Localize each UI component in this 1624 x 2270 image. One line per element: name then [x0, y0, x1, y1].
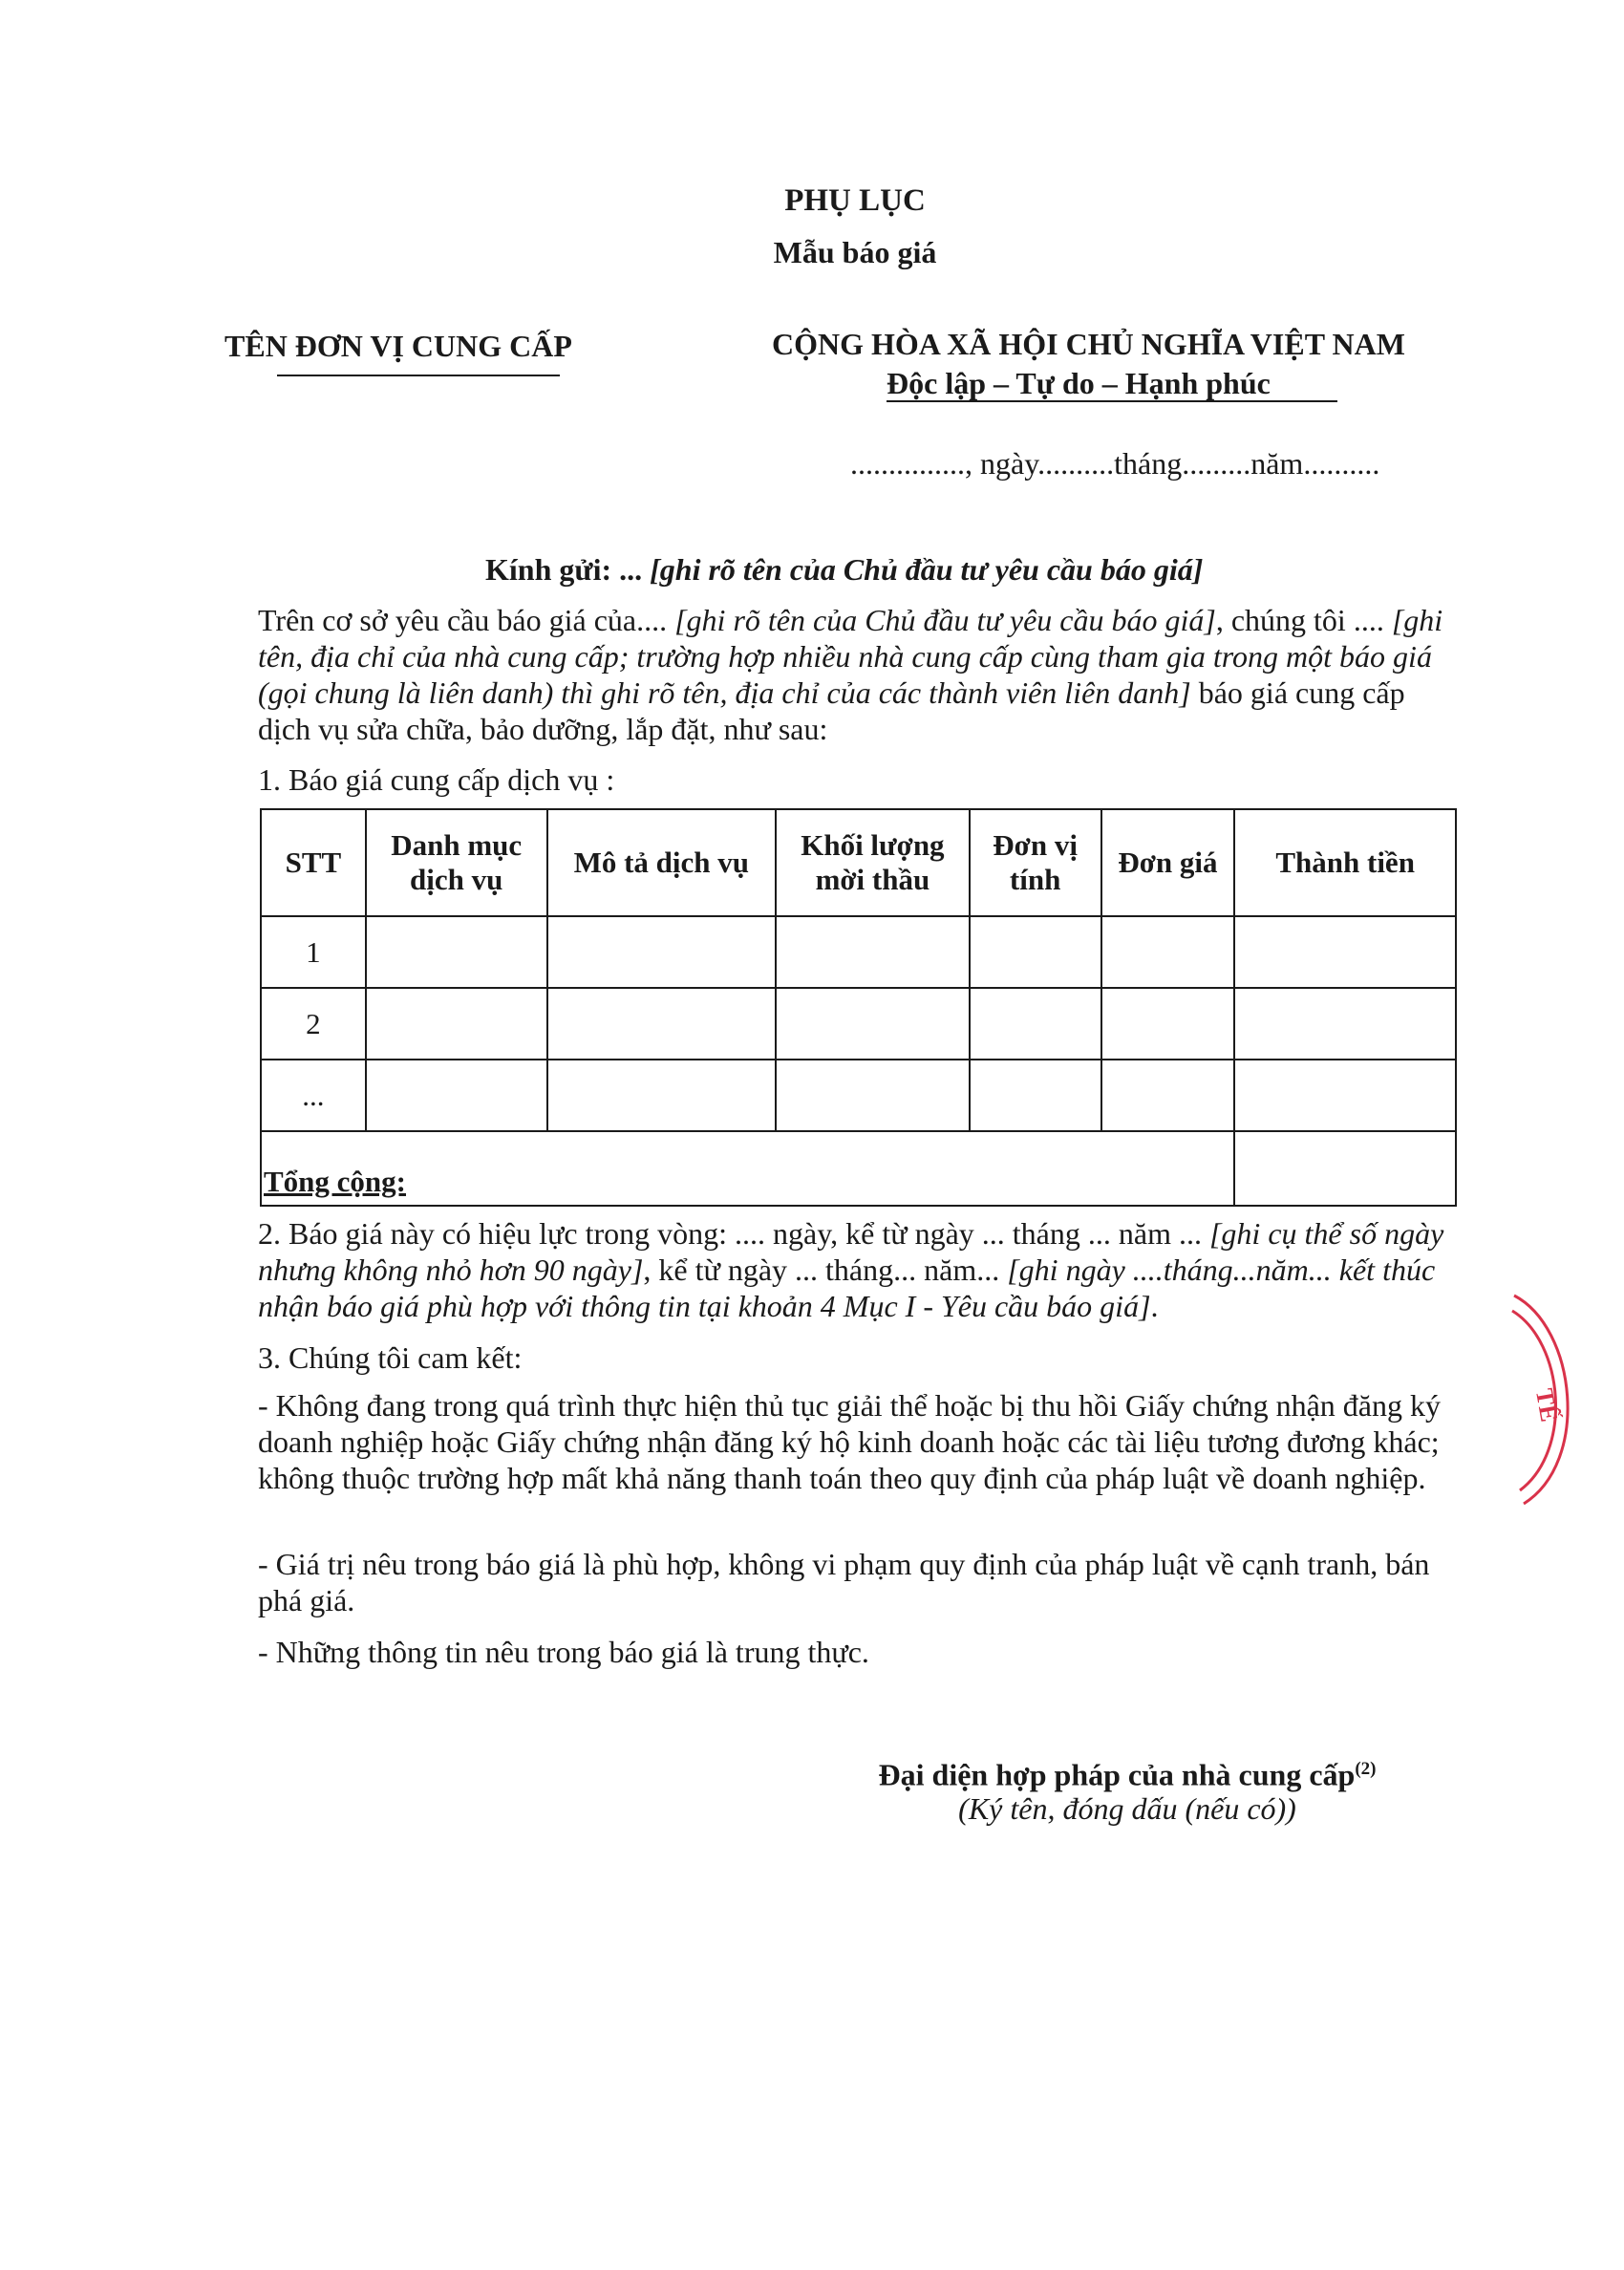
- intro-note-2: [ghi tên, địa chỉ của nhà cung cấp; trường hợp nhiều nhà cung cấp cùng tham gia trong một báo giá (gọi chung là liên danh) thì ghi rõ tên, địa chỉ của các thành viên liên danh]: [258, 603, 1443, 710]
- commitment-1: - Không đang trong quá trình thực hiện thủ tục giải thể hoặc bị thu hồi Giấy chứng nhận đăng ký doanh nghiệp hoặc Giấy chứng nhận đăng ký hộ kinh doanh hoặc các tài liệu tương đương khác; không thuộc trường hợp mất khả năng thanh toán theo quy định của pháp luật về doanh nghiệp.: [258, 1388, 1441, 1495]
- quote-table: [260, 808, 1457, 1207]
- cell[interactable]: [1234, 916, 1456, 988]
- row-stt: 2: [261, 988, 366, 1060]
- commitment-3: - Những thông tin nêu trong báo giá là trung thực.: [258, 1635, 869, 1669]
- cell[interactable]: [1234, 1060, 1456, 1131]
- table-row: [261, 1060, 1456, 1131]
- row-stt: ...: [261, 1060, 366, 1131]
- intro-text-1: Trên cơ sở yêu cầu báo giá của....: [258, 603, 668, 637]
- cell[interactable]: [970, 988, 1101, 1060]
- country-name: CỘNG HÒA XÃ HỘI CHỦ NGHĨA VIỆT NAM: [772, 327, 1405, 361]
- header-service-description: Mô tả dịch vụ: [547, 809, 777, 916]
- cell[interactable]: [366, 916, 547, 988]
- table-row: [261, 988, 1456, 1060]
- cell[interactable]: [776, 916, 970, 988]
- section-1-heading: 1. Báo giá cung cấp dịch vụ :: [258, 762, 615, 797]
- total-label: Tổng cộng:: [261, 1131, 1234, 1206]
- header-amount: Thành tiền: [1234, 809, 1456, 916]
- row-stt: 1: [261, 916, 366, 988]
- header-unit-price: Đơn giá: [1101, 809, 1235, 916]
- cell[interactable]: [970, 1060, 1101, 1131]
- header-stt: STT: [261, 809, 366, 916]
- stamp-text: TẾ: [1529, 1386, 1564, 1424]
- page-title: PHỤ LỤC: [784, 183, 926, 218]
- date-line: ..............., ngày..........tháng.........năm..........: [850, 446, 1380, 481]
- commitment-2: - Giá trị nêu trong báo giá là phù hợp, không vi phạm quy định của pháp luật về cạnh tranh, bán phá giá.: [258, 1547, 1430, 1617]
- cell[interactable]: [547, 988, 777, 1060]
- signature-footnote: (2): [1355, 1759, 1377, 1779]
- total-amount-cell[interactable]: [1234, 1131, 1456, 1206]
- cell[interactable]: [970, 916, 1101, 988]
- table-total-row: [261, 1131, 1456, 1206]
- intro-note-1: [ghi rõ tên của Chủ đầu tư yêu cầu báo giá]: [674, 603, 1216, 637]
- cell[interactable]: [1101, 988, 1235, 1060]
- provider-underline: [277, 375, 560, 376]
- cell[interactable]: [776, 988, 970, 1060]
- cell[interactable]: [776, 1060, 970, 1131]
- cell[interactable]: [547, 1060, 777, 1131]
- header-unit: Đơn vị tính: [970, 809, 1101, 916]
- red-stamp: [1485, 1290, 1600, 1510]
- intro-text-3: báo giá cung cấp dịch vụ sửa chữa, bảo dưỡng, lắp đặt, như sau:: [258, 675, 1405, 746]
- motto-underline: [887, 400, 1337, 402]
- cell[interactable]: [1234, 988, 1456, 1060]
- section-2-paragraph: [258, 1215, 1452, 1324]
- section-2-text: 2. Báo giá này có hiệu lực trong vòng: .... ngày, kể từ ngày ... tháng ... năm ...: [258, 1216, 1202, 1251]
- header-service-category: Danh mục dịch vụ: [366, 809, 547, 916]
- recipient-note: [ghi rõ tên của Chủ đầu tư yêu cầu báo giá]: [650, 552, 1204, 587]
- signature-note: (Ký tên, đóng dấu (nếu có)): [958, 1791, 1296, 1826]
- cell[interactable]: [366, 1060, 547, 1131]
- page-subtitle: Mẫu báo giá: [773, 235, 937, 269]
- cell[interactable]: [547, 916, 777, 988]
- signature-title-text: Đại diện hợp pháp của nhà cung cấp: [878, 1757, 1356, 1792]
- table-row: [261, 916, 1456, 988]
- section-2-note-1: [ghi cụ thể số ngày nhưng không nhỏ hơn 90 ngày]: [258, 1216, 1444, 1287]
- recipient-line: [485, 551, 1203, 588]
- cell[interactable]: [1101, 916, 1235, 988]
- intro-paragraph: [258, 602, 1457, 747]
- signature-title: [822, 1751, 1433, 1793]
- section-2-text-2: , kể từ ngày ... tháng... năm...: [643, 1253, 1000, 1287]
- national-motto: Độc lập – Tự do – Hạnh phúc: [887, 366, 1271, 400]
- section-3-heading: 3. Chúng tôi cam kết:: [258, 1340, 523, 1375]
- intro-text-2: , chúng tôi ....: [1215, 603, 1384, 637]
- table-header-row: [261, 809, 1456, 916]
- section-2-end: .: [1150, 1289, 1159, 1323]
- header-quantity: Khối lượng mời thầu: [776, 809, 970, 916]
- cell[interactable]: [1101, 1060, 1235, 1131]
- section-2-note-2: [ghi ngày ....tháng...năm... kết thúc nhận báo giá phù hợp với thông tin tại khoản 4 Mục I - Yêu cầu báo giá]: [258, 1253, 1436, 1323]
- recipient-label: Kính gửi: ...: [485, 552, 643, 587]
- provider-unit-name: TÊN ĐƠN VỊ CUNG CẤP: [224, 329, 572, 363]
- cell[interactable]: [366, 988, 547, 1060]
